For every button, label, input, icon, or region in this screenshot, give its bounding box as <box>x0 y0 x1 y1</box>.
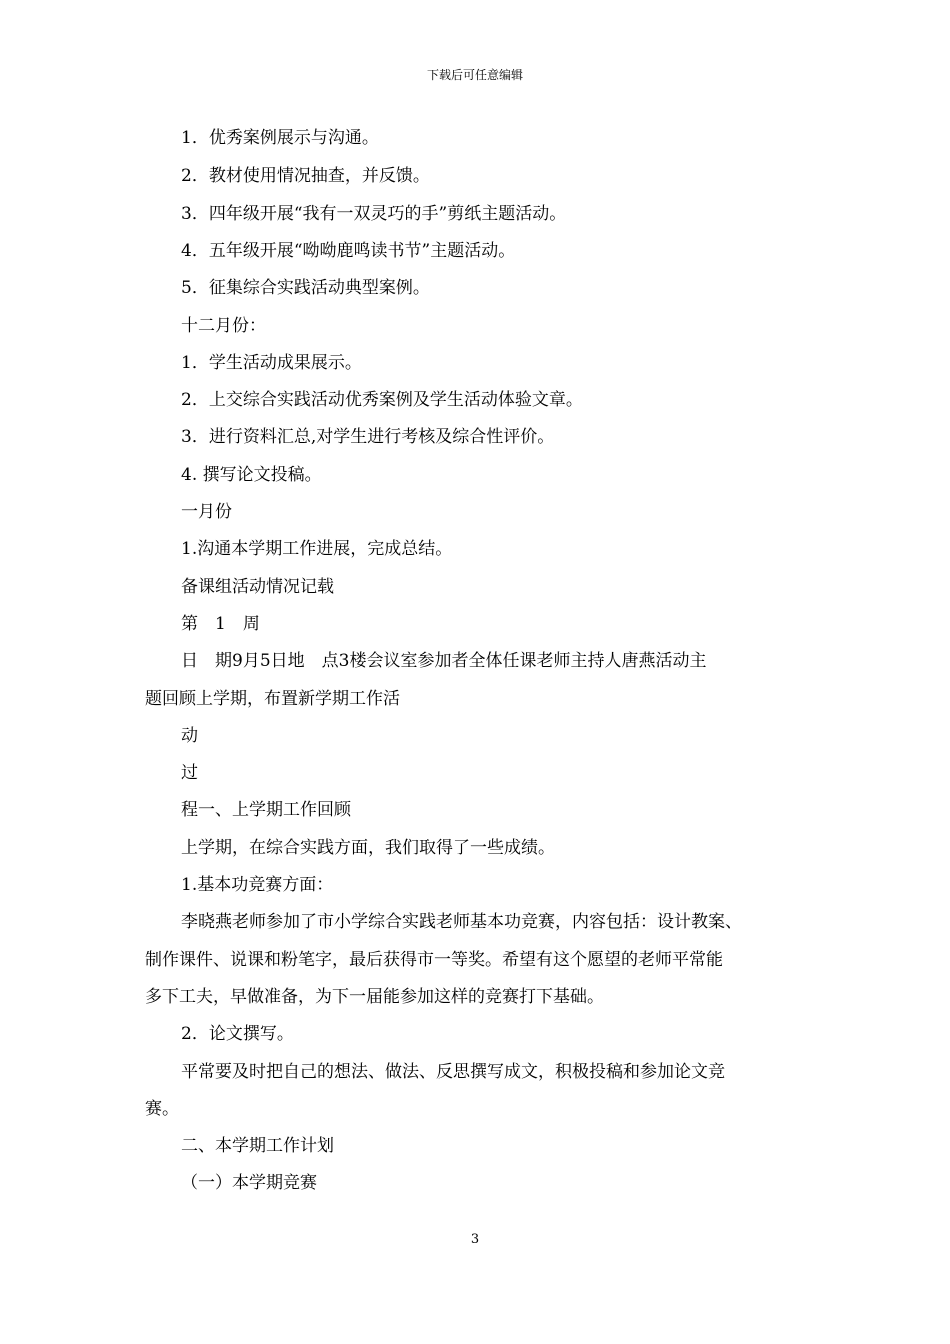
plan-item: 4. 撰写论文投稿。 <box>181 465 322 485</box>
month-heading: 十二月份： <box>181 316 266 336</box>
page-number: 3 <box>470 1232 480 1247</box>
subheading: 2．论文撰写。 <box>181 1024 294 1044</box>
section-heading: 二、本学期工作计划 <box>181 1136 334 1156</box>
plan-item: 3．四年级开展“我有一双灵巧的手”剪纸主题活动。 <box>181 204 567 224</box>
paragraph-line: 上学期，在综合实践方面，我们取得了一些成绩。 <box>181 838 555 858</box>
plan-item: 1．优秀案例展示与沟通。 <box>181 128 379 148</box>
plan-item: 1.沟通本学期工作进展，完成总结。 <box>181 539 453 559</box>
subsection-heading: （一）本学期竞赛 <box>181 1173 317 1193</box>
paragraph-line: 李晓燕老师参加了市小学综合实践老师基本功竞赛，内容包括：设计教案、 <box>181 912 742 932</box>
record-line: 动 <box>181 726 198 746</box>
paragraph-line: 赛。 <box>145 1099 179 1119</box>
paragraph-line: 制作课件、说课和粉笔字，最后获得市一等奖。希望有这个愿望的老师平常能 <box>145 950 723 970</box>
plan-item: 1．学生活动成果展示。 <box>181 353 362 373</box>
plan-item: 2．教材使用情况抽查，并反馈。 <box>181 166 430 186</box>
section-title: 备课组活动情况记载 <box>181 577 334 597</box>
page-header: 下载后可任意编辑 <box>426 68 523 82</box>
plan-item: 4．五年级开展“呦呦鹿鸣读书节”主题活动。 <box>181 241 516 261</box>
plan-item: 3．进行资料汇总,对学生进行考核及综合性评价。 <box>181 427 555 447</box>
month-heading: 一月份 <box>181 502 232 522</box>
paragraph-line: 平常要及时把自己的想法、做法、反思撰写成文，积极投稿和参加论文竞 <box>181 1062 725 1082</box>
plan-item: 5．征集综合实践活动典型案例。 <box>181 278 430 298</box>
record-line: 题回顾上学期，布置新学期工作活 <box>145 689 400 709</box>
paragraph-line: 多下工夫，早做准备，为下一届能参加这样的竞赛打下基础。 <box>145 987 604 1007</box>
week-label: 第 1 周 <box>181 614 260 634</box>
record-line: 过 <box>181 763 198 783</box>
record-heading: 程一、上学期工作回顾 <box>181 800 351 820</box>
plan-item: 2．上交综合实践活动优秀案例及学生活动体验文章。 <box>181 390 583 410</box>
subheading: 1.基本功竞赛方面： <box>181 875 334 895</box>
record-line: 日 期9月5日地 点3楼会议室参加者全体任课老师主持人唐燕活动主 <box>181 651 707 671</box>
